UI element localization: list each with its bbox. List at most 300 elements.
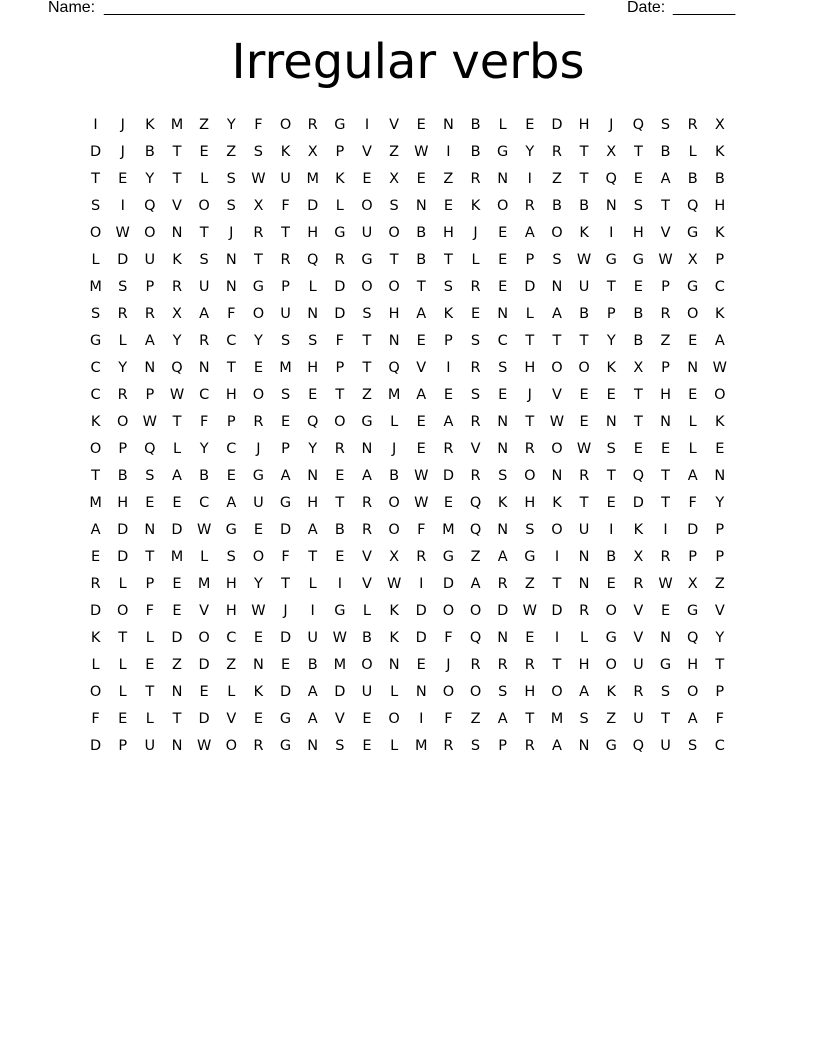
grid-letter: Z bbox=[199, 117, 210, 133]
grid-letter: N bbox=[714, 468, 726, 484]
grid-letter: L bbox=[390, 684, 399, 700]
grid-letter: E bbox=[416, 171, 426, 187]
grid-letter: S bbox=[660, 684, 671, 700]
grid-letter: N bbox=[225, 252, 237, 268]
grid-letter: O bbox=[388, 711, 400, 727]
grid-letter: O bbox=[252, 549, 265, 565]
grid-letter: H bbox=[225, 576, 237, 592]
grid-letter: F bbox=[688, 495, 697, 511]
grid-letter: S bbox=[226, 549, 236, 565]
grid-letter: O bbox=[605, 657, 617, 673]
grid-letter: L bbox=[200, 171, 209, 187]
grid-letter: N bbox=[578, 576, 590, 592]
grid-letter: J bbox=[609, 117, 614, 133]
grid-letter: R bbox=[497, 576, 508, 592]
grid-letter: O bbox=[361, 657, 373, 673]
grid-letter: A bbox=[416, 387, 427, 403]
grid-letter: O bbox=[225, 738, 237, 754]
grid-letter: E bbox=[416, 117, 426, 133]
grid-letter: S bbox=[145, 468, 155, 484]
grid-letter: M bbox=[442, 522, 455, 538]
grid-letter: E bbox=[172, 495, 182, 511]
grid-letter: R bbox=[253, 414, 264, 430]
grid-letter: T bbox=[308, 549, 318, 565]
grid-letter: B bbox=[199, 468, 210, 484]
grid-letter: D bbox=[334, 684, 346, 700]
grid-letter: E bbox=[253, 522, 263, 538]
grid-letter: I bbox=[663, 522, 668, 538]
grid-letter: R bbox=[660, 306, 671, 322]
grid-letter: R bbox=[199, 333, 210, 349]
grid-letter: E bbox=[633, 441, 643, 457]
grid-letter: H bbox=[524, 495, 536, 511]
grid-letter: E bbox=[498, 279, 508, 295]
grid-letter: N bbox=[660, 630, 671, 646]
grid-letter: B bbox=[416, 225, 427, 241]
grid-letter: T bbox=[362, 360, 372, 376]
grid-letter: T bbox=[579, 144, 589, 160]
grid-letter: J bbox=[229, 225, 234, 241]
grid-letter: N bbox=[497, 414, 509, 430]
grid-letter: E bbox=[172, 603, 182, 619]
grid-letter: F bbox=[715, 711, 724, 727]
grid-letter: J bbox=[120, 117, 125, 133]
grid-letter: O bbox=[551, 360, 563, 376]
grid-letter: V bbox=[660, 225, 671, 241]
grid-letter: N bbox=[307, 738, 319, 754]
grid-letter: U bbox=[578, 279, 590, 295]
grid-letter: Y bbox=[715, 495, 725, 511]
grid-letter: K bbox=[90, 414, 101, 430]
grid-letter: R bbox=[307, 117, 318, 133]
grid-letter: Q bbox=[469, 630, 482, 646]
grid-letter: Y bbox=[172, 333, 182, 349]
grid-letter: O bbox=[442, 603, 455, 619]
grid-letter: H bbox=[307, 495, 319, 511]
grid-letter: W bbox=[386, 576, 402, 592]
grid-letter: O bbox=[442, 684, 455, 700]
grid-letter: R bbox=[633, 684, 644, 700]
grid-letter: G bbox=[334, 603, 346, 619]
grid-letter: Z bbox=[470, 549, 481, 565]
grid-letter: B bbox=[144, 144, 155, 160]
grid-letter: T bbox=[606, 279, 616, 295]
grid-letter: W bbox=[251, 171, 266, 187]
grid-letter: Z bbox=[606, 711, 617, 727]
grid-letter: Q bbox=[469, 522, 482, 538]
grid-letter: Q bbox=[144, 198, 156, 214]
grid-letter: A bbox=[280, 468, 291, 484]
grid-letter: Q bbox=[686, 198, 699, 214]
grid-letter: K bbox=[497, 495, 508, 511]
grid-letter: C bbox=[714, 738, 725, 754]
grid-letter: A bbox=[362, 468, 372, 484]
grid-letter: B bbox=[660, 144, 671, 160]
grid-letter: B bbox=[470, 144, 481, 160]
grid-letter: O bbox=[469, 603, 482, 619]
grid-row bbox=[82, 193, 734, 220]
grid-letter: E bbox=[362, 738, 372, 754]
grid-letter: D bbox=[415, 630, 427, 646]
grid-letter: R bbox=[524, 441, 535, 457]
grid-letter: T bbox=[335, 495, 345, 511]
grid-letter: L bbox=[498, 117, 507, 133]
grid-letter: S bbox=[470, 333, 481, 349]
grid-letter: M bbox=[333, 657, 347, 673]
grid-letter: N bbox=[415, 198, 427, 214]
grid-letter: I bbox=[120, 198, 125, 214]
grid-letter: I bbox=[554, 549, 560, 565]
grid-letter: E bbox=[145, 495, 155, 511]
grid-letter: V bbox=[389, 117, 400, 133]
grid-letter: D bbox=[117, 522, 129, 538]
grid-row bbox=[82, 733, 734, 760]
grid-letter: M bbox=[170, 117, 184, 133]
grid-letter: R bbox=[144, 306, 155, 322]
grid-letter: G bbox=[334, 117, 346, 133]
grid-letter: A bbox=[714, 333, 725, 349]
grid-letter: T bbox=[199, 225, 209, 241]
grid-letter: N bbox=[198, 360, 210, 376]
grid-letter: W bbox=[414, 468, 429, 484]
grid-letter: R bbox=[660, 549, 671, 565]
grid-letter: R bbox=[524, 198, 535, 214]
grid-letter: G bbox=[632, 252, 644, 268]
grid-letter: B bbox=[606, 549, 617, 565]
grid-letter: E bbox=[90, 549, 101, 565]
grid-letter: K bbox=[253, 684, 264, 700]
grid-letter: E bbox=[498, 225, 508, 241]
grid-letter: V bbox=[416, 360, 427, 376]
grid-letter: T bbox=[661, 711, 670, 727]
grid-letter: P bbox=[715, 684, 725, 700]
grid-letter: G bbox=[605, 252, 617, 268]
grid-letter: N bbox=[171, 738, 183, 754]
grid-letter: I bbox=[446, 144, 451, 160]
date-field-line: _______ bbox=[673, 0, 736, 16]
grid-letter: P bbox=[335, 360, 345, 376]
grid-letter: W bbox=[576, 252, 592, 268]
grid-letter: H bbox=[524, 684, 536, 700]
grid-letter: P bbox=[118, 441, 128, 457]
grid-letter: A bbox=[90, 522, 101, 538]
grid-letter: K bbox=[172, 252, 182, 268]
grid-letter: I bbox=[93, 117, 98, 133]
grid-letter: L bbox=[688, 144, 697, 160]
grid-letter: U bbox=[280, 171, 291, 187]
grid-letter: A bbox=[552, 738, 562, 754]
grid-letter: T bbox=[579, 333, 589, 349]
grid-letter: P bbox=[118, 738, 128, 754]
grid-letter: E bbox=[715, 441, 725, 457]
grid-letter: P bbox=[661, 279, 670, 295]
grid-letter: W bbox=[332, 630, 347, 646]
grid-letter: N bbox=[144, 522, 156, 538]
grid-letter: K bbox=[90, 630, 101, 646]
grid-letter: F bbox=[281, 549, 290, 565]
grid-letter: D bbox=[89, 603, 102, 619]
grid-letter: R bbox=[416, 549, 427, 565]
grid-letter: A bbox=[687, 711, 698, 727]
grid-letter: L bbox=[390, 414, 399, 430]
grid-row bbox=[82, 517, 734, 544]
grid-letter: H bbox=[117, 495, 129, 511]
grid-letter: E bbox=[606, 387, 616, 403]
grid-letter: M bbox=[279, 360, 292, 376]
grid-letter: T bbox=[91, 468, 100, 484]
grid-letter: P bbox=[715, 549, 725, 565]
grid-letter: L bbox=[580, 630, 589, 646]
grid-letter: P bbox=[715, 522, 725, 538]
grid-row bbox=[82, 382, 734, 409]
grid-letter: Y bbox=[253, 576, 263, 592]
grid-letter: M bbox=[89, 495, 102, 511]
grid-letter: T bbox=[661, 495, 670, 511]
grid-letter: E bbox=[498, 387, 508, 403]
grid-letter: E bbox=[579, 387, 589, 403]
grid-letter: A bbox=[687, 468, 698, 484]
grid-letter: C bbox=[199, 495, 210, 511]
grid-letter: R bbox=[551, 144, 562, 160]
grid-letter: F bbox=[417, 522, 426, 538]
page-title: Irregular verbs bbox=[231, 34, 585, 90]
grid-letter: P bbox=[444, 333, 453, 349]
grid-letter: P bbox=[498, 738, 508, 754]
grid-letter: T bbox=[661, 198, 670, 214]
grid-letter: D bbox=[551, 117, 563, 133]
grid-letter: Q bbox=[388, 360, 400, 376]
grid-row bbox=[82, 112, 734, 139]
grid-letter: N bbox=[551, 279, 563, 295]
grid-letter: E bbox=[525, 630, 535, 646]
grid-letter: S bbox=[579, 711, 589, 727]
grid-letter: E bbox=[633, 279, 643, 295]
grid-letter: R bbox=[524, 738, 535, 754]
grid-letter: L bbox=[118, 657, 127, 673]
grid-letter: Q bbox=[469, 495, 482, 511]
grid-letter: N bbox=[660, 414, 671, 430]
grid-letter: P bbox=[145, 387, 155, 403]
grid-letter: W bbox=[196, 522, 212, 538]
grid-row bbox=[82, 166, 734, 193]
grid-letter: L bbox=[227, 684, 236, 700]
grid-letter: G bbox=[687, 603, 699, 619]
grid-letter: B bbox=[633, 306, 644, 322]
grid-letter: S bbox=[633, 198, 643, 214]
grid-letter: D bbox=[442, 576, 454, 592]
grid-letter: E bbox=[688, 333, 698, 349]
grid-letter: H bbox=[687, 657, 699, 673]
grid-letter: Y bbox=[253, 333, 263, 349]
grid-letter: Z bbox=[389, 144, 400, 160]
grid-letter: D bbox=[89, 144, 102, 160]
grid-letter: E bbox=[443, 495, 453, 511]
grid-letter: L bbox=[118, 576, 127, 592]
grid-row bbox=[82, 436, 734, 463]
grid-row bbox=[82, 328, 734, 355]
grid-letter: K bbox=[715, 225, 725, 241]
grid-letter: S bbox=[118, 279, 128, 295]
grid-letter: X bbox=[633, 360, 644, 376]
grid-letter: Z bbox=[172, 657, 182, 673]
grid-letter: V bbox=[172, 198, 182, 214]
grid-letter: P bbox=[145, 279, 155, 295]
grid-letter: Z bbox=[443, 171, 454, 187]
grid-letter: M bbox=[387, 387, 401, 403]
grid-letter: Z bbox=[362, 387, 372, 403]
grid-letter: O bbox=[117, 414, 129, 430]
grid-letter: S bbox=[308, 333, 318, 349]
grid-letter: Y bbox=[606, 333, 616, 349]
grid-letter: E bbox=[660, 441, 671, 457]
grid-letter: E bbox=[498, 252, 508, 268]
grid-letter: D bbox=[551, 603, 563, 619]
grid-letter: X bbox=[253, 198, 264, 214]
grid-letter: A bbox=[470, 576, 481, 592]
grid-letter: D bbox=[117, 549, 129, 565]
grid-letter: V bbox=[633, 630, 644, 646]
grid-letter: V bbox=[362, 576, 372, 592]
grid-letter: D bbox=[117, 252, 129, 268]
grid-letter: F bbox=[335, 333, 344, 349]
grid-letter: A bbox=[144, 333, 155, 349]
grid-letter: D bbox=[632, 495, 644, 511]
grid-letter: P bbox=[606, 306, 616, 322]
grid-letter: B bbox=[362, 630, 372, 646]
grid-letter: V bbox=[633, 603, 644, 619]
grid-letter: P bbox=[715, 252, 725, 268]
grid-letter: T bbox=[715, 657, 725, 673]
grid-letter: T bbox=[91, 171, 100, 187]
grid-letter: Z bbox=[226, 144, 237, 160]
grid-letter: E bbox=[253, 360, 263, 376]
grid-letter: I bbox=[527, 171, 532, 187]
grid-letter: R bbox=[253, 738, 264, 754]
grid-letter: B bbox=[551, 198, 562, 214]
grid-row bbox=[82, 220, 734, 247]
grid-row bbox=[82, 409, 734, 436]
grid-letter: B bbox=[416, 252, 427, 268]
grid-letter: O bbox=[388, 279, 400, 295]
grid-letter: V bbox=[226, 711, 237, 727]
grid-letter: E bbox=[362, 171, 372, 187]
grid-letter: A bbox=[307, 684, 318, 700]
grid-letter: Q bbox=[605, 171, 617, 187]
grid-letter: S bbox=[470, 738, 481, 754]
grid-letter: O bbox=[551, 225, 563, 241]
grid-letter: X bbox=[687, 576, 698, 592]
grid-letter: W bbox=[115, 225, 130, 241]
grid-letter: L bbox=[471, 252, 480, 268]
grid-letter: K bbox=[579, 225, 589, 241]
grid-letter: S bbox=[226, 171, 236, 187]
grid-letter: R bbox=[633, 576, 644, 592]
grid-letter: X bbox=[633, 549, 644, 565]
grid-letter: E bbox=[443, 387, 453, 403]
grid-letter: N bbox=[361, 441, 373, 457]
grid-letter: X bbox=[389, 171, 400, 187]
grid-letter: F bbox=[227, 306, 236, 322]
grid-letter: O bbox=[469, 684, 482, 700]
grid-letter: C bbox=[90, 360, 101, 376]
grid-letter: L bbox=[145, 630, 154, 646]
grid-letter: F bbox=[145, 603, 155, 619]
grid-row bbox=[82, 679, 734, 706]
grid-letter: O bbox=[551, 441, 563, 457]
grid-letter: O bbox=[252, 387, 265, 403]
grid-letter: O bbox=[714, 387, 726, 403]
grid-letter: T bbox=[253, 252, 263, 268]
grid-letter: L bbox=[200, 549, 209, 565]
grid-letter: E bbox=[145, 657, 155, 673]
grid-letter: T bbox=[226, 360, 236, 376]
grid-letter: N bbox=[225, 279, 237, 295]
grid-row bbox=[82, 652, 734, 679]
grid-letter: Y bbox=[199, 441, 209, 457]
grid-letter: T bbox=[335, 387, 345, 403]
grid-letter: I bbox=[609, 225, 614, 241]
grid-letter: A bbox=[443, 414, 454, 430]
grid-letter: M bbox=[197, 576, 211, 592]
grid-letter: B bbox=[687, 171, 698, 187]
grid-letter: D bbox=[171, 630, 183, 646]
grid-letter: E bbox=[118, 171, 128, 187]
grid-letter: Q bbox=[632, 738, 645, 754]
grid-letter: W bbox=[576, 441, 592, 457]
grid-letter: O bbox=[551, 684, 563, 700]
grid-letter: L bbox=[362, 603, 372, 619]
grid-letter: B bbox=[579, 198, 590, 214]
grid-letter: E bbox=[416, 414, 426, 430]
grid-letter: I bbox=[419, 711, 424, 727]
grid-letter: M bbox=[89, 279, 102, 295]
grid-letter: K bbox=[552, 495, 562, 511]
grid-letter: B bbox=[334, 522, 345, 538]
grid-letter: Q bbox=[171, 360, 183, 376]
grid-letter: O bbox=[117, 603, 129, 619]
grid-letter: N bbox=[605, 414, 617, 430]
grid-letter: W bbox=[414, 495, 429, 511]
grid-letter: R bbox=[687, 117, 698, 133]
grid-letter: U bbox=[660, 738, 671, 754]
grid-letter: E bbox=[470, 306, 481, 322]
grid-letter: I bbox=[310, 603, 315, 619]
grid-letter: G bbox=[361, 252, 373, 268]
grid-letter: R bbox=[443, 441, 454, 457]
grid-letter: C bbox=[714, 279, 725, 295]
grid-letter: E bbox=[308, 387, 318, 403]
grid-letter: W bbox=[196, 738, 212, 754]
grid-letter: B bbox=[470, 117, 481, 133]
grid-letter: K bbox=[335, 171, 345, 187]
grid-letter: E bbox=[606, 495, 616, 511]
grid-letter: D bbox=[89, 738, 102, 754]
grid-letter: W bbox=[658, 252, 673, 268]
grid-letter: E bbox=[335, 468, 345, 484]
grid-letter: N bbox=[171, 225, 183, 241]
grid-letter: O bbox=[388, 225, 400, 241]
grid-letter: O bbox=[198, 630, 210, 646]
grid-letter: A bbox=[172, 468, 182, 484]
grid-letter: T bbox=[633, 387, 643, 403]
grid-letter: X bbox=[307, 144, 318, 160]
grid-letter: T bbox=[118, 630, 128, 646]
grid-letter: Z bbox=[551, 171, 562, 187]
grid-letter: U bbox=[144, 738, 156, 754]
grid-letter: E bbox=[416, 441, 426, 457]
grid-letter: E bbox=[443, 198, 453, 214]
grid-letter: N bbox=[497, 171, 509, 187]
